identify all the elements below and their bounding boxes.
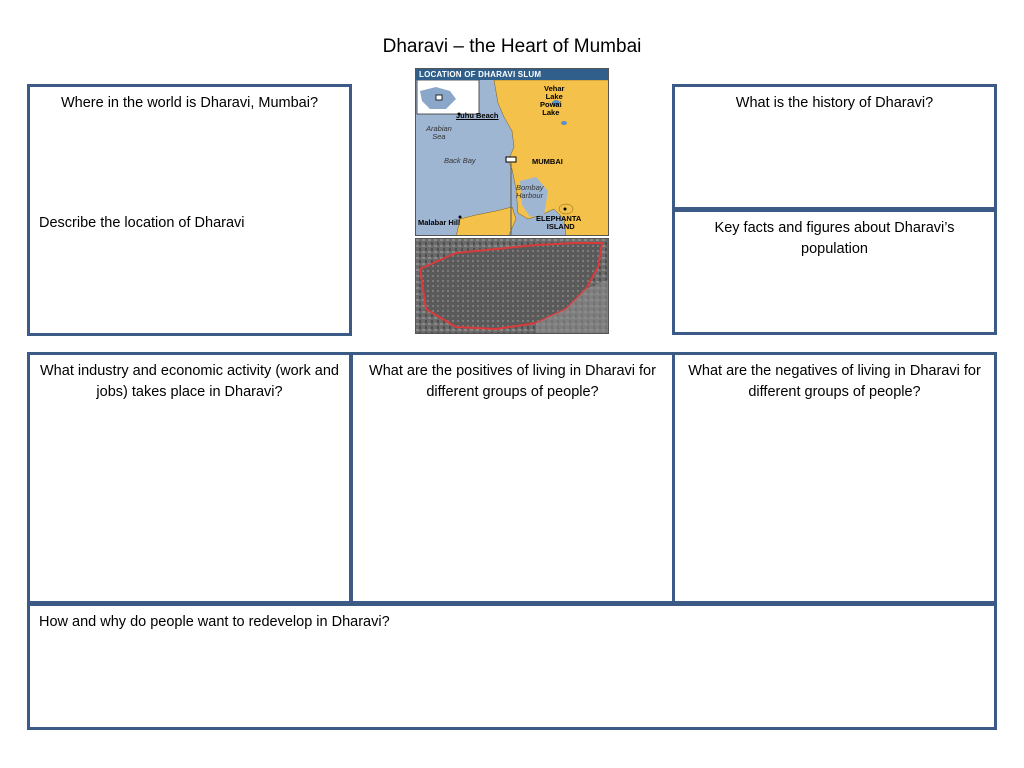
page-title: Dharavi – the Heart of Mumbai: [382, 36, 642, 57]
mumbai-location-map: [415, 68, 609, 236]
map-label-bombay-harbour: Bombay Harbour: [516, 183, 544, 200]
redevelop-box[interactable]: [27, 603, 997, 730]
negatives-box[interactable]: [672, 352, 997, 604]
map-label-juhu: Juhu Beach: [456, 111, 499, 120]
positives-question: What are the positives of living in Dharavi for different groups of people?: [369, 363, 656, 400]
industry-box[interactable]: [27, 352, 352, 604]
satellite-graphic: [416, 239, 609, 334]
map-header: LOCATION OF DHARAVI SLUM: [416, 69, 608, 80]
map-label-elephanta: ELEPHANTA ISLAND: [536, 214, 582, 231]
map-label-back-bay: Back Bay: [444, 156, 476, 165]
where-in-world-question: Where in the world is Dharavi, Mumbai?: [60, 95, 319, 111]
dharavi-satellite-image: [415, 238, 609, 334]
population-box[interactable]: [672, 209, 997, 335]
map-label-malabar-hill: Malabar Hill: [418, 218, 461, 227]
map-label-powai: Powai Lake: [540, 100, 562, 117]
history-box[interactable]: [672, 84, 997, 210]
where-in-world-box[interactable]: [27, 84, 352, 336]
population-question: Key facts and figures about Dharavi’s population: [714, 220, 955, 257]
mumbai-map-graphic: [416, 69, 609, 236]
dharavi-location-figure: [415, 68, 609, 334]
describe-location-prompt: Describe the location of Dharavi: [39, 215, 245, 231]
redevelop-question: How and why do people want to redevelop in Dharavi?: [39, 614, 390, 630]
negatives-question: What are the negatives of living in Dharavi for different groups of people?: [688, 363, 981, 400]
positives-box[interactable]: [350, 352, 675, 604]
map-label-mumbai: MUMBAI: [532, 157, 563, 166]
map-label-arabian-sea: Arabian Sea: [426, 124, 452, 141]
industry-question: What industry and economic activity (work and jobs) takes place in Dharavi?: [40, 363, 339, 400]
history-question: What is the history of Dharavi?: [735, 95, 934, 111]
map-label-vehar: Vehar Lake: [544, 84, 565, 101]
